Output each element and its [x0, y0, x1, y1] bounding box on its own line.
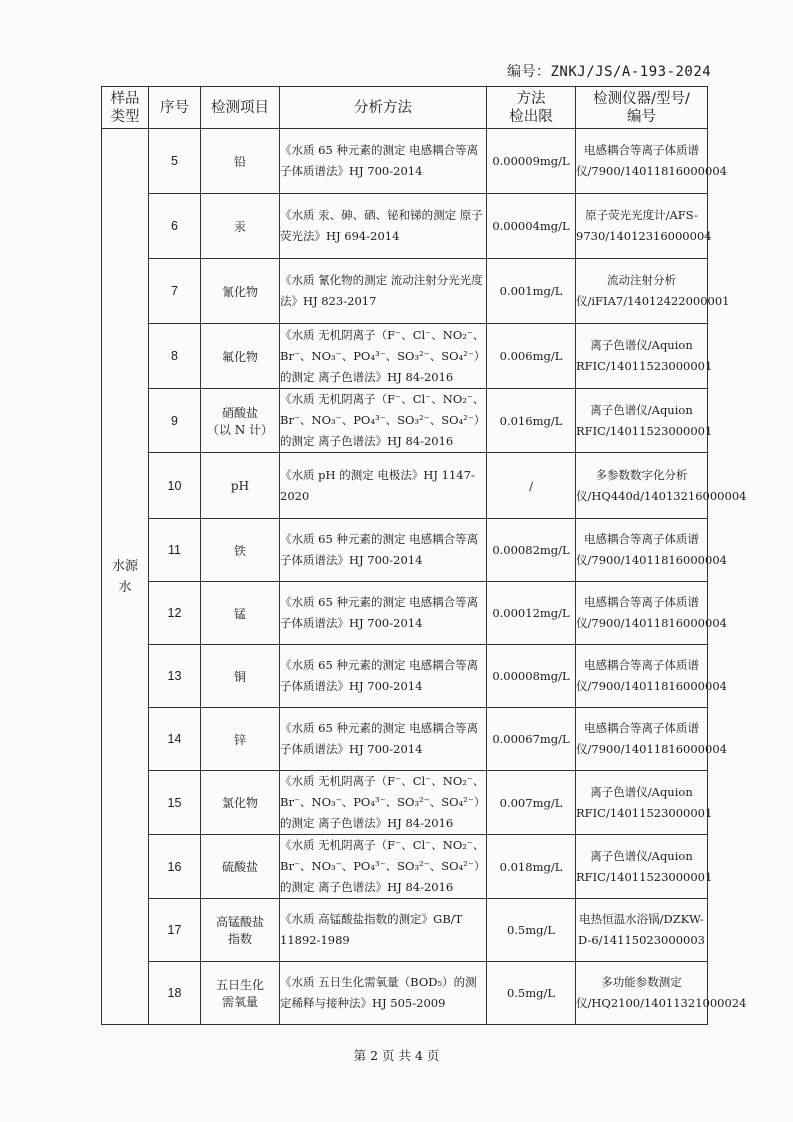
row-number: 9 — [149, 389, 201, 453]
table-row — [102, 389, 708, 453]
table-row — [102, 129, 708, 194]
instrument-info: 多功能参数测定仪/HQ2100/14011321000024 — [576, 962, 708, 1025]
analysis-method: 《水质 汞、砷、硒、铋和锑的测定 原子荧光法》HJ 694-2014 — [280, 194, 487, 259]
test-item: 硫酸盐 — [201, 835, 280, 899]
detection-limit: 0.00067mg/L — [487, 708, 576, 771]
analysis-method: 《水质 pH 的测定 电极法》HJ 1147-2020 — [280, 453, 487, 519]
row-number: 14 — [149, 708, 201, 771]
analysis-method: 《水质 65 种元素的测定 电感耦合等离子体质谱法》HJ 700-2014 — [280, 129, 487, 194]
test-item: 氯化物 — [201, 771, 280, 835]
table-row — [102, 771, 708, 835]
instrument-info: 流动注射分析仪/iFIA7/14012422000001 — [576, 259, 708, 324]
instrument-info: 离子色谱仪/Aquion RFIC/14011523000001 — [576, 835, 708, 899]
header-instrument: 检测仪器/型号/ 编号 — [576, 87, 708, 129]
table-row — [102, 194, 708, 259]
detection-limit: 0.00082mg/L — [487, 519, 576, 582]
test-methods-table — [101, 86, 747, 1025]
test-item: 铜 — [201, 645, 280, 708]
instrument-info: 电感耦合等离子体质谱仪/7900/14011816000004 — [576, 582, 708, 645]
table-header-row — [102, 87, 708, 129]
header-item: 检测项目 — [201, 87, 280, 129]
analysis-method: 《水质 高锰酸盐指数的测定》GB/T 11892-1989 — [280, 899, 487, 962]
instrument-info: 电感耦合等离子体质谱仪/7900/14011816000004 — [576, 708, 708, 771]
analysis-method: 《水质 65 种元素的测定 电感耦合等离子体质谱法》HJ 700-2014 — [280, 582, 487, 645]
table-row — [102, 324, 708, 389]
analysis-method: 《水质 65 种元素的测定 电感耦合等离子体质谱法》HJ 700-2014 — [280, 519, 487, 582]
header-method: 分析方法 — [280, 87, 487, 129]
test-item: 高锰酸盐 指数 — [201, 899, 280, 962]
table-row — [102, 899, 708, 962]
row-number: 15 — [149, 771, 201, 835]
instrument-info: 离子色谱仪/Aquion RFIC/14011523000001 — [576, 771, 708, 835]
row-number: 10 — [149, 453, 201, 519]
detection-limit: / — [487, 453, 576, 519]
analysis-method: 《水质 氰化物的测定 流动注射分光光度法》HJ 823-2017 — [280, 259, 487, 324]
instrument-info: 原子荧光光度计/AFS-9730/14012316000004 — [576, 194, 708, 259]
table-row — [102, 708, 708, 771]
analysis-method: 《水质 65 种元素的测定 电感耦合等离子体质谱法》HJ 700-2014 — [280, 645, 487, 708]
test-item: pH — [201, 453, 280, 519]
test-item: 铁 — [201, 519, 280, 582]
analysis-method: 《水质 无机阴离子（F⁻、Cl⁻、NO₂⁻、Br⁻、NO₃⁻、PO₄³⁻、SO₃²⁻、SO₄²⁻）的测定 离子色谱法》HJ 84-2016 — [280, 835, 487, 899]
row-number: 7 — [149, 259, 201, 324]
test-item: 汞 — [201, 194, 280, 259]
detection-limit: 0.016mg/L — [487, 389, 576, 453]
detection-limit: 0.00004mg/L — [487, 194, 576, 259]
row-number: 5 — [149, 129, 201, 194]
table-row — [102, 519, 708, 582]
detection-limit: 0.006mg/L — [487, 324, 576, 389]
test-item: 铅 — [201, 129, 280, 194]
instrument-info: 多参数数字化分析仪/HQ440d/14013216000004 — [576, 453, 708, 519]
sample-type-cell — [102, 129, 149, 1025]
detection-limit: 0.00012mg/L — [487, 582, 576, 645]
detection-limit: 0.018mg/L — [487, 835, 576, 899]
instrument-info: 电热恒温水浴锅/DZKW-D-6/14115023000003 — [576, 899, 708, 962]
table-row — [102, 259, 708, 324]
table-row — [102, 582, 708, 645]
test-item: 锰 — [201, 582, 280, 645]
row-number: 17 — [149, 899, 201, 962]
row-number: 6 — [149, 194, 201, 259]
instrument-info: 离子色谱仪/Aquion RFIC/14011523000001 — [576, 389, 708, 453]
table-row — [102, 835, 708, 899]
analysis-method: 《水质 65 种元素的测定 电感耦合等离子体质谱法》HJ 700-2014 — [280, 708, 487, 771]
instrument-info: 电感耦合等离子体质谱仪/7900/14011816000004 — [576, 645, 708, 708]
analysis-method: 《水质 无机阴离子（F⁻、Cl⁻、NO₂⁻、Br⁻、NO₃⁻、PO₄³⁻、SO₃²⁻、SO₄²⁻）的测定 离子色谱法》HJ 84-2016 — [280, 324, 487, 389]
detection-limit: 0.5mg/L — [487, 962, 576, 1025]
header-sample-type: 样品 类型 — [102, 87, 149, 129]
row-number: 13 — [149, 645, 201, 708]
document-number: 编号：ZNKJ/JS/A-193-2024 — [507, 64, 712, 80]
detection-limit: 0.007mg/L — [487, 771, 576, 835]
instrument-info: 离子色谱仪/Aquion RFIC/14011523000001 — [576, 324, 708, 389]
test-item: 硝酸盐 （以 N 计） — [201, 389, 280, 453]
analysis-method: 《水质 五日生化需氧量（BOD₅）的测定稀释与接种法》HJ 505-2009 — [280, 962, 487, 1025]
row-number: 12 — [149, 582, 201, 645]
test-item: 锌 — [201, 708, 280, 771]
sample-type-label: 水源水 — [111, 558, 138, 595]
analysis-method: 《水质 无机阴离子（F⁻、Cl⁻、NO₂⁻、Br⁻、NO₃⁻、PO₄³⁻、SO₃²⁻、SO₄²⁻）的测定 离子色谱法》HJ 84-2016 — [280, 771, 487, 835]
detection-limit: 0.00008mg/L — [487, 645, 576, 708]
detection-limit: 0.001mg/L — [487, 259, 576, 324]
row-number: 8 — [149, 324, 201, 389]
test-item: 五日生化 需氧量 — [201, 962, 280, 1025]
instrument-info: 电感耦合等离子体质谱仪/7900/14011816000004 — [576, 519, 708, 582]
test-item: 氟化物 — [201, 324, 280, 389]
instrument-info: 电感耦合等离子体质谱仪/7900/14011816000004 — [576, 129, 708, 194]
header-no: 序号 — [149, 87, 201, 129]
test-item: 氰化物 — [201, 259, 280, 324]
row-number: 11 — [149, 519, 201, 582]
analysis-method: 《水质 无机阴离子（F⁻、Cl⁻、NO₂⁻、Br⁻、NO₃⁻、PO₄³⁻、SO₃²⁻、SO₄²⁻）的测定 离子色谱法》HJ 84-2016 — [280, 389, 487, 453]
table-row — [102, 453, 708, 519]
detection-limit: 0.00009mg/L — [487, 129, 576, 194]
page-footer: 第 2 页 共 4 页 — [353, 1048, 440, 1063]
row-number: 18 — [149, 962, 201, 1025]
header-limit: 方法 检出限 — [487, 87, 576, 129]
table-row — [102, 962, 708, 1025]
row-number: 16 — [149, 835, 201, 899]
detection-limit: 0.5mg/L — [487, 899, 576, 962]
table-row — [102, 645, 708, 708]
